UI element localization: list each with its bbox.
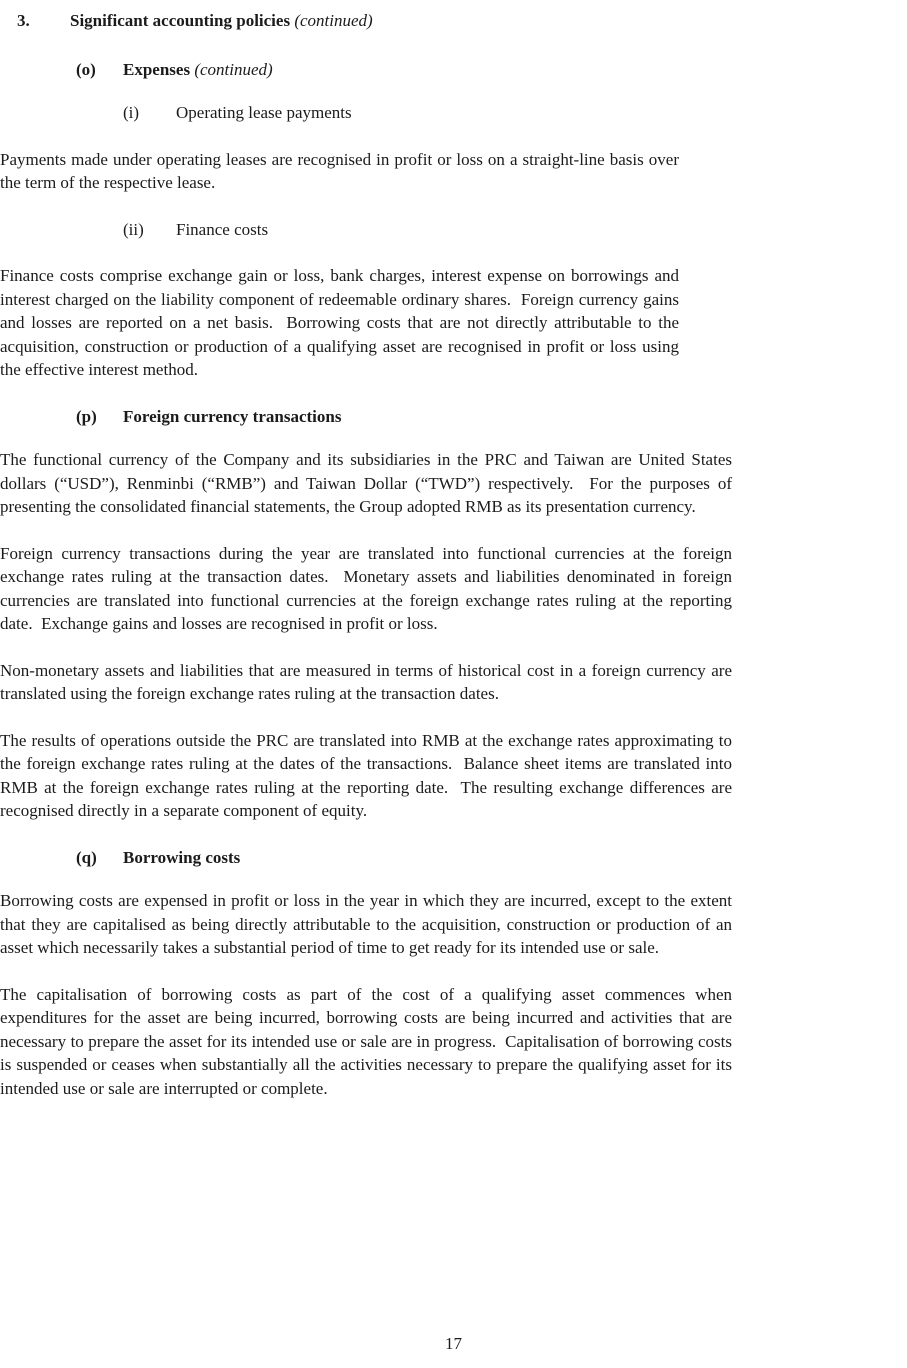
borrowing-costs-paragraph-2: The capitalisation of borrowing costs as part of the cost of a qualifying asset commences when expenditures for the asset are being incurred, borrowing costs are being incurred and activities that are necessary to prepare the asset for its intended use or sale are in progress. Capitalisation of borrowing costs is suspended or ceases when substantially all the activities necessary to prepare the qualifying asset for its intended use or sale are interrupted or complete.	[0, 984, 737, 1098]
subsection-expenses-title-wrap	[123, 58, 907, 82]
foreign-currency-paragraph-2: Foreign currency transactions during the year are translated into functional currencies at the foreign exchange rates ruling at the transaction dates. Monetary assets and liabilities denominated in foreign currencies are translated into functional currencies at the foreign exchange rates ruling at the reporting date. Exchange gains and losses are recognised in profit or loss.	[0, 543, 737, 633]
subsection-foreign-currency-heading	[0, 405, 907, 429]
foreign-currency-paragraph-3: Non-monetary assets and liabilities that are measured in terms of historical cost in a foreign currency are translated using the foreign exchange rates ruling at the transaction dates.	[0, 660, 737, 703]
item-finance-costs-label: (ii)	[123, 219, 144, 239]
item-operating-lease-title: Operating lease payments	[176, 103, 352, 122]
subsection-borrowing-costs-heading	[0, 846, 907, 870]
foreign-currency-paragraph-4: The results of operations outside the PRC are translated into RMB at the exchange rates approximating to the foreign exchange rates ruling at the dates of the transactions. Balance sheet items are translated into RMB at the foreign exchange rates ruling at the reporting date. The resulting exchange differences are recognised directly in a separate component of equity.	[0, 730, 737, 820]
item-operating-lease-heading	[0, 101, 907, 125]
subsection-expenses-label: (o)	[76, 59, 96, 79]
borrowing-costs-paragraph-1: Borrowing costs are expensed in profit or loss in the year in which they are incurred, except to the extent that they are capitalised as being directly attributable to the acquisition, construction or production of an asset which necessarily takes a substantial period of time to get ready for its intended use or sale.	[0, 891, 737, 957]
section-title-wrap	[70, 9, 907, 33]
section-continued-label: (continued)	[294, 11, 373, 30]
page-number: 17	[445, 1334, 462, 1353]
item-finance-costs-heading	[0, 218, 907, 242]
subsection-expenses-heading	[0, 58, 907, 82]
item-operating-lease-label: (i)	[123, 103, 140, 122]
operating-lease-paragraph: Payments made under operating leases are recognised in profit or loss on a straight-line basis over the term of the respective lease.	[0, 149, 684, 192]
subsection-foreign-currency-label: (p)	[76, 406, 97, 426]
subsection-borrowing-costs-title: Borrowing costs	[123, 847, 241, 867]
section-heading	[0, 9, 907, 33]
subsection-foreign-currency-title: Foreign currency transactions	[123, 406, 342, 426]
section-number: 3.	[17, 11, 30, 30]
subsection-expenses-title: Expenses	[123, 59, 191, 79]
subsection-borrowing-costs-label: (q)	[76, 847, 97, 867]
finance-costs-paragraph: Finance costs comprise exchange gain or loss, bank charges, interest expense on borrowings and interest charged on the liability component of redeemable ordinary shares. Foreign currency gains and losses are reported on a net basis. Borrowing costs that are not directly attributable to the acquisition, construction or production of a qualifying asset are recognised in profit or loss using the effective interest method.	[0, 266, 684, 379]
section-title: Significant accounting policies	[70, 11, 291, 30]
foreign-currency-paragraph-1: The functional currency of the Company and its subsidiaries in the PRC and Taiwan are United States dollars (“USD”), Renminbi (“RMB”) and Taiwan Dollar (“TWD”) respectively. For the purposes of presenting the consolidated financial statements, the Group adopted RMB as its presentation currency.	[0, 450, 737, 516]
item-finance-costs-title: Finance costs	[176, 219, 269, 239]
subsection-expenses-continued-label: (continued)	[194, 59, 273, 79]
